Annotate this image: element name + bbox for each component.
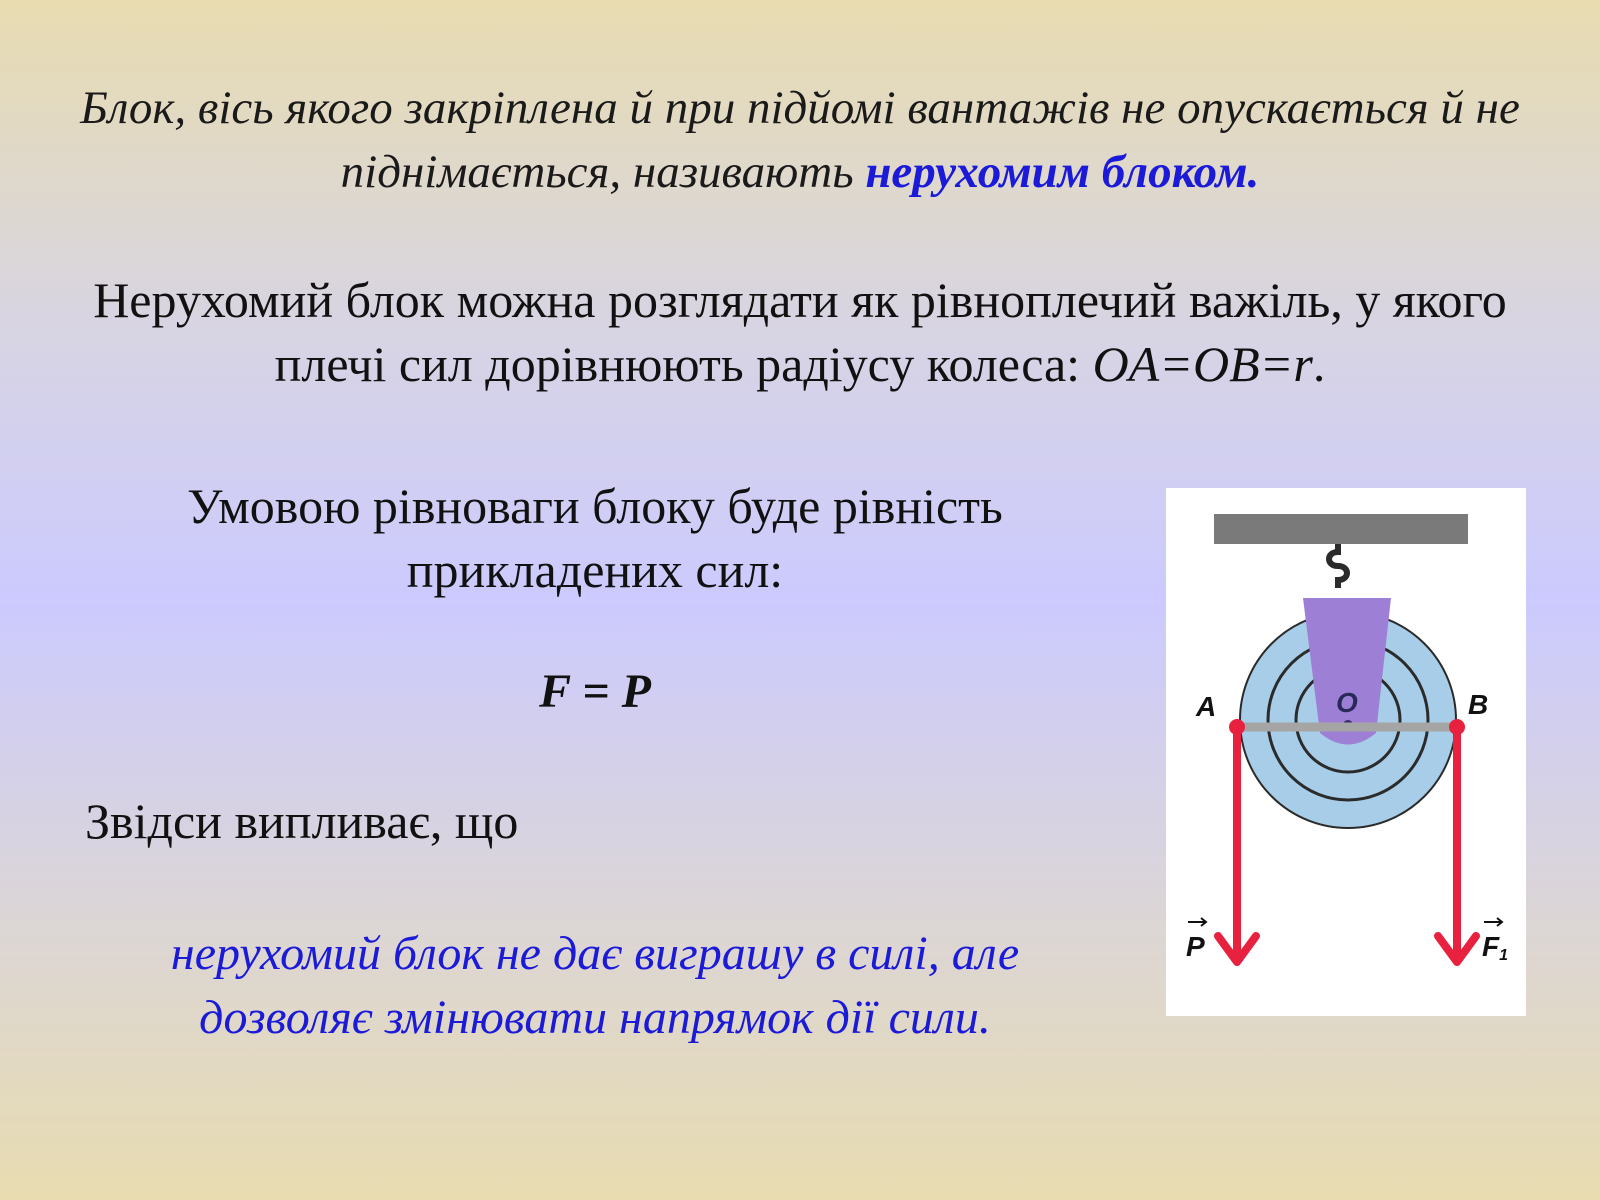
label-b: B xyxy=(1468,689,1489,720)
point-b xyxy=(1449,719,1465,735)
label-f1-group xyxy=(1482,918,1508,964)
equilibrium-paragraph: Умовою рівноваги блоку буде рівність прикладених сил: xyxy=(187,478,1003,598)
label-p: P xyxy=(1186,931,1205,962)
force-formula: F = P xyxy=(539,665,651,718)
point-a xyxy=(1229,719,1245,735)
label-f-main: F xyxy=(1482,931,1500,962)
label-f xyxy=(1482,931,1508,964)
fixed-pulley-term: нерухомим блоком. xyxy=(865,146,1260,198)
lever-paragraph xyxy=(80,268,1520,396)
consequence-paragraph: Звідси випливає, що xyxy=(85,793,519,849)
ceiling-beam xyxy=(1214,514,1468,544)
hook xyxy=(1329,544,1347,588)
radius-formula: OA=OB=r xyxy=(1092,336,1313,392)
lever-end: . xyxy=(1312,336,1326,392)
fixed-pulley-diagram xyxy=(1166,488,1526,1016)
label-p-group xyxy=(1186,918,1206,962)
label-o: O xyxy=(1336,687,1358,718)
conclusion-paragraph: нерухомий блок не дає виграшу в силі, але дозволяє змінювати напрямок дії сили. xyxy=(170,927,1020,1044)
label-a: A xyxy=(1196,691,1217,722)
definition-paragraph xyxy=(0,76,1600,204)
label-f-sub: 1 xyxy=(1499,947,1509,964)
definition-text: Блок, вісь якого закріплена й при підйомі вантажів не опускається й не піднімається, називають xyxy=(80,82,1520,198)
lever-text: Нерухомий блок можна розглядати як рівноплечий важіль, у якого плечі сил дорівнюють радіусу колеса: xyxy=(93,272,1507,392)
